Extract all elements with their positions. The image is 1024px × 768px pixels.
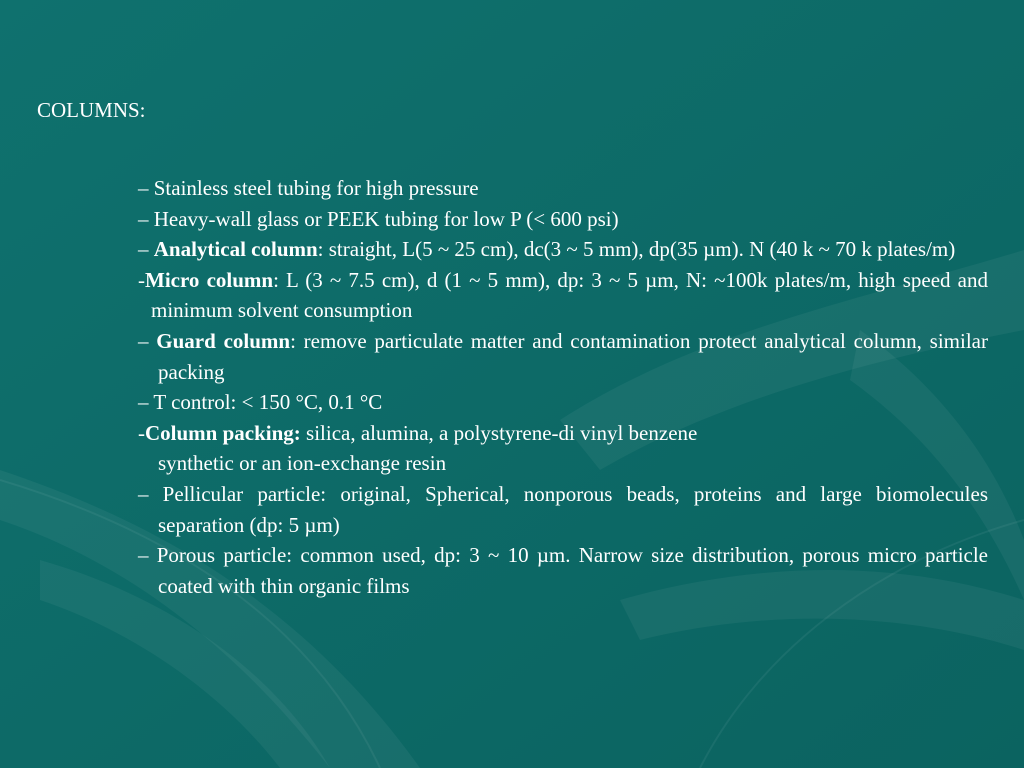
list-item bbox=[138, 173, 988, 204]
item-lead: - bbox=[138, 420, 145, 445]
slide-heading: COLUMNS: bbox=[37, 98, 146, 122]
list-item bbox=[138, 234, 988, 265]
item-text-continued: synthetic or an ion-exchange resin bbox=[158, 451, 447, 476]
item-lead: - bbox=[138, 267, 145, 292]
list-item bbox=[138, 326, 988, 387]
list-item bbox=[138, 265, 988, 326]
item-text: – Porous particle: common used, dp: 3 ~ 10 µm. Narrow size distribution, porous micro particle coated with thin organic films bbox=[138, 543, 988, 598]
item-term: Guard column bbox=[156, 328, 291, 353]
item-text: – T control: < 150 °C, 0.1 °C bbox=[138, 390, 383, 415]
item-text: : remove particulate matter and contamination protect analytical column, similar packing bbox=[158, 328, 988, 384]
item-text: : straight, L(5 ~ 25 cm), dc(3 ~ 5 mm), dp(35 µm). N (40 k ~ 70 k plates/m) bbox=[317, 237, 956, 262]
bullet-list bbox=[138, 173, 988, 601]
item-lead: – bbox=[138, 328, 157, 353]
list-item bbox=[138, 204, 988, 235]
item-lead: – bbox=[138, 237, 154, 262]
list-item bbox=[138, 540, 988, 601]
list-item bbox=[138, 418, 988, 479]
item-term: Analytical column bbox=[153, 237, 318, 262]
item-text: – Pellicular particle: original, Spherical, nonporous beads, proteins and large biomolecules separation (dp: 5 µm) bbox=[138, 481, 988, 537]
item-text: – Stainless steel tubing for high pressure bbox=[138, 176, 479, 200]
item-term: Micro column bbox=[145, 267, 274, 292]
item-term: Column packing: bbox=[145, 420, 301, 445]
item-text: – Heavy-wall glass or PEEK tubing for low P (< 600 psi) bbox=[138, 206, 619, 231]
list-item bbox=[138, 479, 988, 540]
item-text: : L (3 ~ 7.5 cm), d (1 ~ 5 mm), dp: 3 ~ 5 µm, N: ~100k plates/m, high speed and minimum solvent consumption bbox=[151, 267, 988, 323]
item-text: silica, alumina, a polystyrene-di vinyl benzene bbox=[300, 420, 698, 445]
list-item bbox=[138, 387, 988, 418]
